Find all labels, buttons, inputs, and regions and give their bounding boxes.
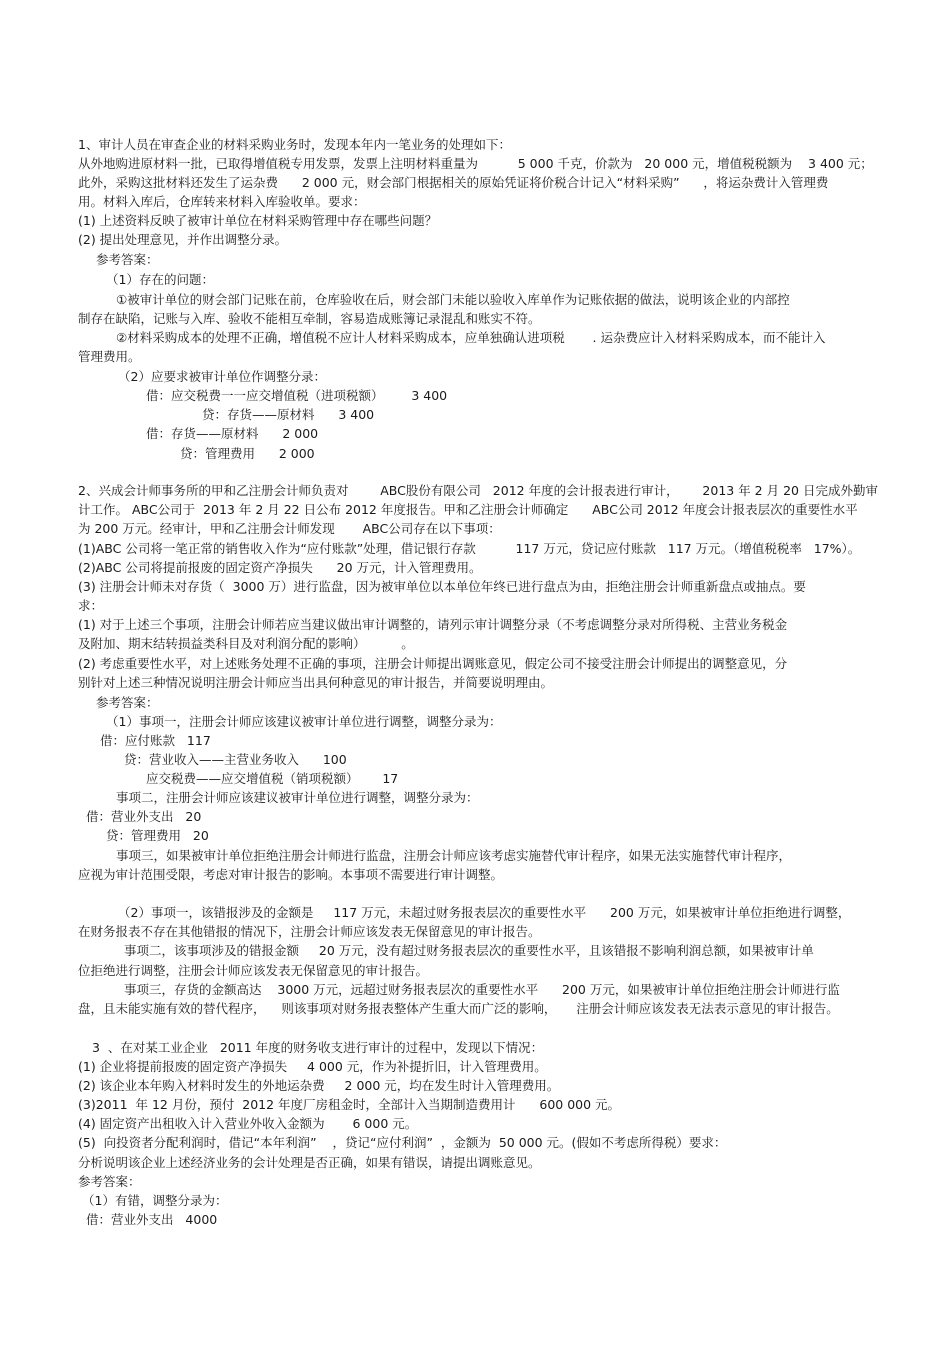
journal-entry: 贷：存货——原材料 3 400 <box>202 407 375 422</box>
q2-requirement: (1) 对于上述三个事项，注册会计师若应当建议做出审计调整的，请列示审计调整分录（不考虑调整分录对所得税、主营业务税金 <box>78 617 788 632</box>
answer-text: ①被审计单位的财会部门记账在前，仓库验收在后，财会部门未能以验收入库单作为记账依据的做法，说明该企业的内部控 <box>116 292 790 307</box>
q3-text: (5) 向投资者分配利润时，借记“本年利润” ，贷记“应付利润” ，金额为 50 000 元。(假如不考虑所得税）要求： <box>78 1135 727 1150</box>
answer-text: 事项二，注册会计师应该建议被审计单位进行调整，调整分录为： <box>116 790 479 805</box>
q2-text: 求： <box>78 598 104 613</box>
q2-title: 2、兴成会计师事务所的甲和乙注册会计师负责对 ABC股份有限公司 2012 年度的会计报表进行审计， 2013 年 2 月 20 日完成外勤审 <box>78 483 878 498</box>
answer-text: 在财务报表不存在其他错报的情况下，注册会计师应该发表无保留意见的审计报告。 <box>78 924 541 939</box>
answer-heading: 参考答案： <box>96 695 159 710</box>
answer-text: 事项二，该事项涉及的错报金额 20 万元，没有超过财务报表层次的重要性水平，且该错报不影响利润总额，如果被审计单 <box>124 943 814 958</box>
answer-text: （1）存在的问题： <box>106 272 214 287</box>
q1-text: 此外，采购这批材料还发生了运杂费 2 000 元，财会部门根据相关的原始凭证将价税合计记入“材料采购” ，将运杂费计入管理费 <box>78 175 829 190</box>
answer-text: （2）事项一，该错报涉及的金额是 117 万元，未超过财务报表层次的重要性水平 200 万元，如果被审计单位拒绝进行调整， <box>118 905 851 920</box>
answer-text: （1）事项一，注册会计师应该建议被审计单位进行调整，调整分录为： <box>106 714 502 729</box>
journal-entry: 借：营业外支出 4000 <box>86 1212 218 1227</box>
q1-requirement: (2) 提出处理意见，并作出调整分录。 <box>78 232 288 247</box>
q3-requirement: 分析说明该企业上述经济业务的会计处理是否正确，如果有错误，请提出调账意见。 <box>78 1155 541 1170</box>
answer-text: （1）有错，调整分录为： <box>82 1193 228 1208</box>
q1-requirement: (1) 上述资料反映了被审计单位在材料采购管理中存在哪些问题？ <box>78 213 438 228</box>
answer-text: 事项三，如果被审计单位拒绝注册会计师进行监盘，注册会计师应该考虑实施替代审计程序，如果无法实施替代审计程序， <box>116 848 792 863</box>
answer-text: 应视为审计范围受限，考虑对审计报告的影响。本事项不需要进行审计调整。 <box>78 867 504 882</box>
journal-entry: 借：应付账款 117 <box>100 733 211 748</box>
q2-text: (3) 注册会计师未对存货（ 3000 万）进行监盘，因为被审单位以本单位年终已进行盘点为由，拒绝注册会计师重新盘点或抽点。要 <box>78 579 806 594</box>
answer-heading: 参考答案： <box>78 1174 141 1189</box>
q3-text: (2) 该企业本年购入材料时发生的外地运杂费 2 000 元，均在发生时计入管理费用。 <box>78 1078 560 1093</box>
q1-title: 1、审计人员在审查企业的材料采购业务时，发现本年内一笔业务的处理如下： <box>78 137 511 152</box>
journal-entry: 借：营业外支出 20 <box>86 809 202 824</box>
q2-text: (1)ABC 公司将一笔正常的销售收入作为“应付账款”处理，借记银行存款 117 万元，贷记应付账款 117 万元。（增值税税率 17%）。 <box>78 541 861 556</box>
answer-heading: 参考答案： <box>96 252 159 267</box>
answer-text: 事项三，存货的金额高达 3000 万元，远超过财务报表层次的重要性水平 200 万元，如果被审计单位拒绝注册会计师进行监 <box>124 982 840 997</box>
journal-entry: 贷：营业收入——主营业务收入 100 <box>124 752 347 767</box>
q2-requirement: 及附加、期末结转损益类科目及对利润分配的影响） 。 <box>78 636 414 651</box>
journal-entry: 贷：管理费用 2 000 <box>180 446 315 461</box>
q2-requirement: 别针对上述三种情况说明注册会计师应当出具何种意见的审计报告，并简要说明理由。 <box>78 675 554 690</box>
answer-text: 盘，且未能实施有效的替代程序， 则该事项对财务报表整体产生重大而广泛的影响， 注册会计师应该发表无法表示意见的审计报告。 <box>78 1001 839 1016</box>
answer-text: （2）应要求被审计单位作调整分录： <box>118 369 326 384</box>
q1-text: 用。材料入库后，仓库转来材料入库验收单。要求： <box>78 194 366 209</box>
journal-entry: 贷：管理费用 20 <box>106 828 209 843</box>
journal-entry: 借：存货——原材料 2 000 <box>146 426 319 441</box>
answer-text: 位拒绝进行调整，注册会计师应该发表无保留意见的审计报告。 <box>78 963 429 978</box>
journal-entry: 借：应交税费一一应交增值税（进项税额） 3 400 <box>146 388 448 403</box>
answer-text: 管理费用。 <box>78 349 141 364</box>
q1-text: 从外地购进原材料一批，已取得增值税专用发票，发票上注明材料重量为 5 000 千克，价款为 20 000 元，增值税税额为 3 400 元； <box>78 156 873 171</box>
journal-entry: 应交税费——应交增值税（销项税额） 17 <box>146 771 399 786</box>
q3-text: (3)2011 年 12 月份，预付 2012 年度厂房租金时，全部计入当期制造费用计 600 000 元。 <box>78 1097 621 1112</box>
q2-text: (2)ABC 公司将提前报废的固定资产净损失 20 万元，计入管理费用。 <box>78 560 482 575</box>
q2-text: 为 200 万元。经审计，甲和乙注册会计师发现 ABC公司存在以下事项： <box>78 521 501 536</box>
q2-text: 计工作。 ABC公司于 2013 年 2 月 22 日公布 2012 年度报告。甲和乙注册会计师确定 ABC公司 2012 年度会计报表层次的重要性水平 <box>78 502 858 517</box>
q3-text: (1) 企业将提前报废的固定资产净损失 4 000 元，作为补提折旧，计入管理费用。 <box>78 1059 547 1074</box>
answer-text: 制存在缺陷，记账与入库、验收不能相互牵制，容易造成账簿记录混乱和账实不符。 <box>78 311 541 326</box>
q2-requirement: (2) 考虑重要性水平，对上述账务处理不正确的事项，注册会计师提出调账意见，假定公司不接受注册会计师提出的调整意见，分 <box>78 656 788 671</box>
q3-text: (4) 固定资产出租收入计入营业外收入金额为 6 000 元。 <box>78 1116 418 1131</box>
answer-text: ②材料采购成本的处理不正确，增值税不应计人材料采购成本，应单独确认进项税 . 运杂费应计入材料采购成本，而不能计入 <box>116 330 826 345</box>
q3-title: 3 、在对某工业企业 2011 年度的财务收支进行审计的过程中，发现以下情况： <box>92 1040 544 1055</box>
